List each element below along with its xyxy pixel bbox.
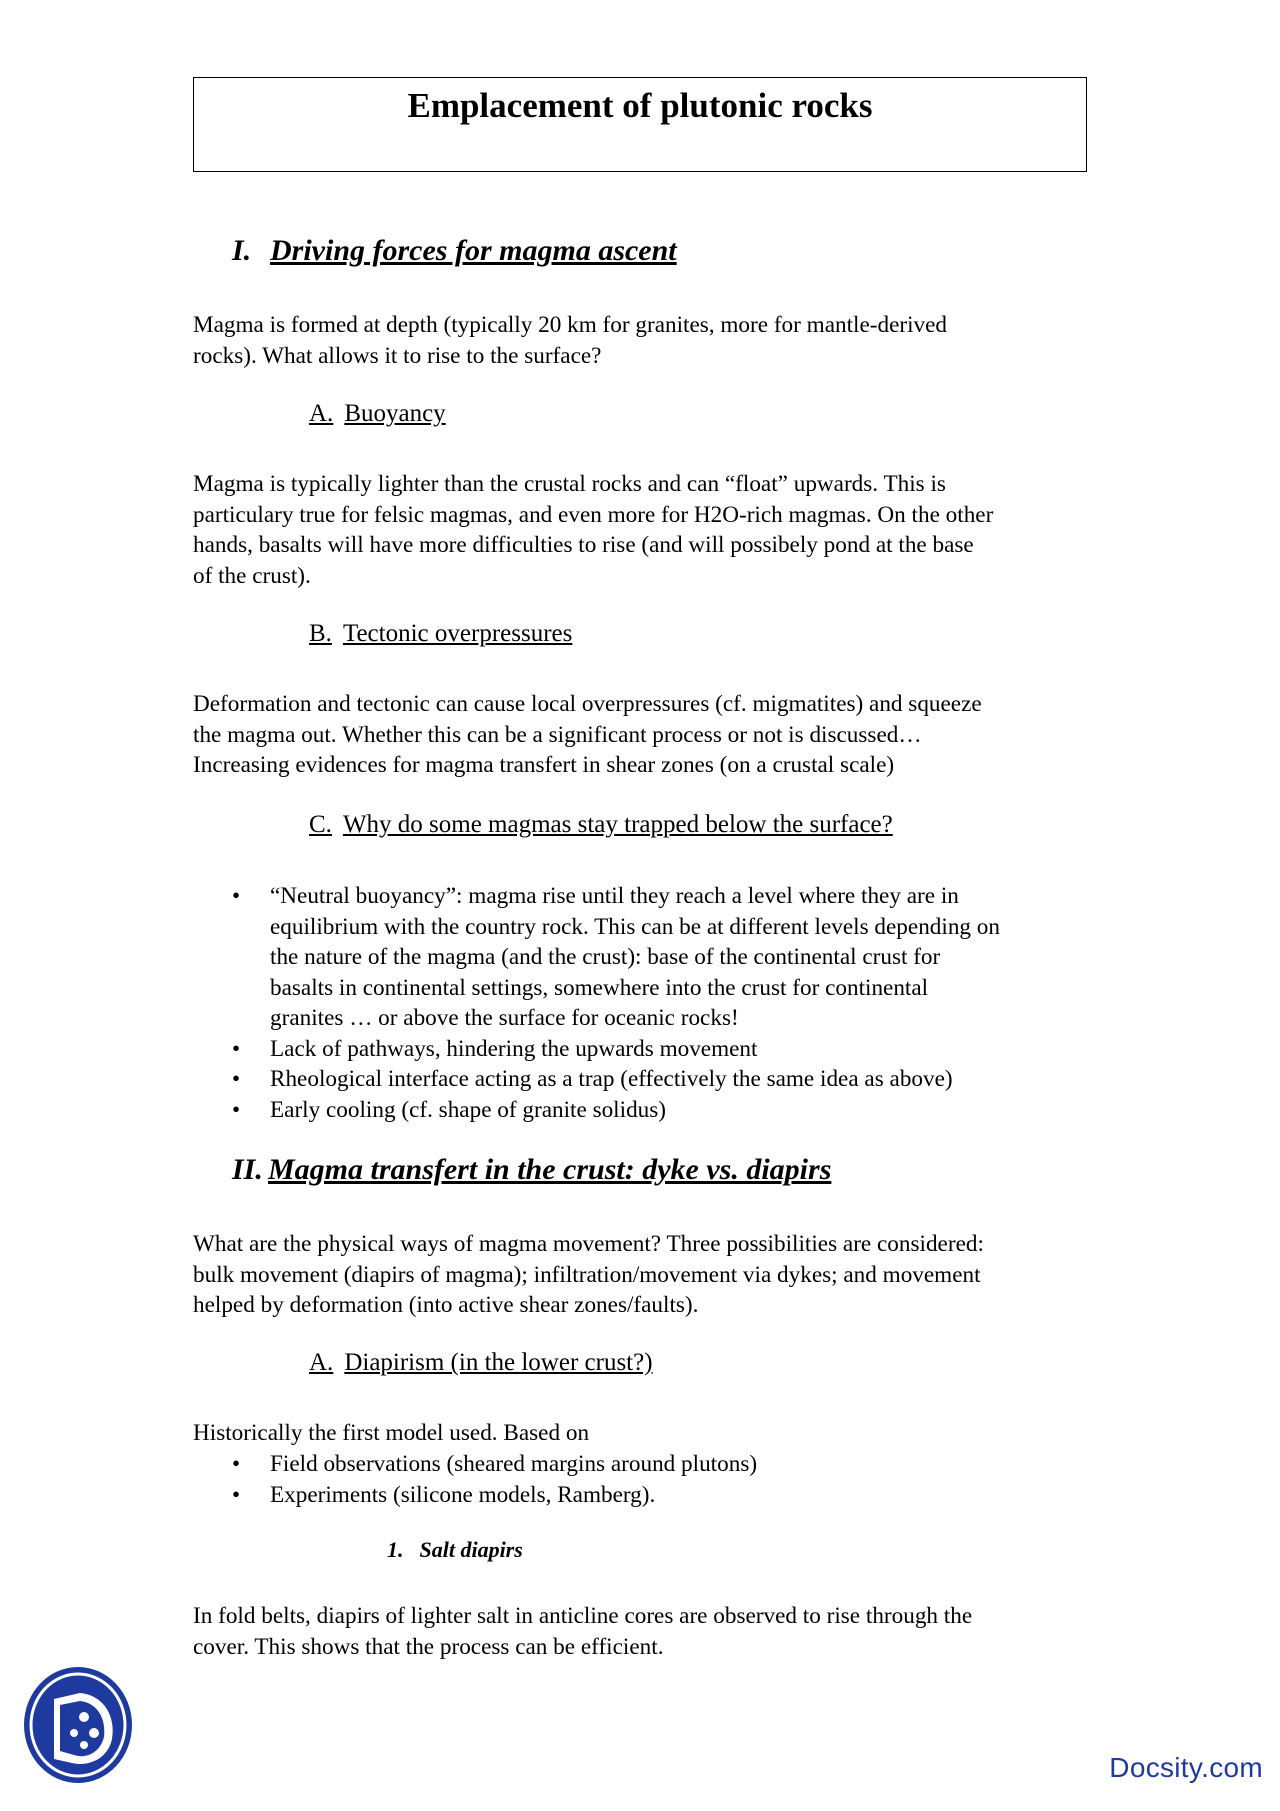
text-line: Lack of pathways, hindering the upwards movement (270, 1035, 758, 1062)
subsection-label: B. (309, 620, 332, 647)
subsection-number: 1. (387, 1537, 404, 1562)
text-line: particulary true for felsic magmas, and even more for H2O-rich magmas. On the other (193, 501, 994, 528)
subsection-2a-heading (309, 1349, 653, 1377)
list-item (193, 1064, 1000, 1095)
docsity-logo-icon (20, 1663, 136, 1787)
subsection-label: A. (309, 400, 334, 427)
text-line: “Neutral buoyancy”: magma rise until they reach a level where they are in (270, 883, 959, 909)
bullet-icon: • (232, 1066, 241, 1092)
bullet-icon: • (232, 1481, 241, 1508)
text-line: hands, basalts will have more difficulties to rise (and will possibely pond at the base (193, 532, 974, 558)
bullet-icon: • (232, 1096, 241, 1123)
text-line: cover. This shows that the process can be efficient. (193, 1633, 664, 1660)
document-title: Emplacement of plutonic rocks (407, 86, 873, 125)
subsection-2a1-heading (387, 1537, 523, 1563)
text-line: What are the physical ways of magma movement? Three possibilities are considered: (193, 1231, 984, 1257)
subsection-1c-bullet-list (193, 881, 1000, 1125)
bullet-icon: • (232, 1451, 241, 1477)
text-line: the magma out. Whether this can be a significant process or not is discussed… (193, 721, 922, 748)
subsection-title: Salt diapirs (419, 1537, 523, 1562)
text-line: Deformation and tectonic can cause local overpressures (cf. migmatites) and squeeze (193, 691, 982, 717)
bullet-icon: • (232, 883, 241, 909)
section-2-heading (232, 1153, 831, 1187)
subsection-label: A. (309, 1349, 334, 1376)
text-line: the nature of the magma (and the crust): base of the continental crust for (270, 944, 941, 970)
text-line: Magma is formed at depth (typically 20 km for granites, more for mantle-derived (193, 312, 948, 338)
text-line: Early cooling (cf. shape of granite solidus) (270, 1096, 666, 1123)
section-1-title: Driving forces for magma ascent (270, 234, 677, 267)
section-1-heading (232, 234, 677, 268)
bullet-icon: • (232, 1035, 241, 1062)
list-item (193, 1480, 757, 1511)
text-line: rocks). What allows it to rise to the surface? (193, 342, 602, 369)
subsection-1b-heading (309, 620, 572, 648)
section-1-intro (193, 310, 1093, 371)
list-item (193, 1449, 757, 1480)
text-line: Increasing evidences for magma transfert in shear zones (on a crustal scale) (193, 752, 895, 778)
subsection-title: Diapirism (in the lower crust?) (344, 1349, 653, 1376)
subsection-2a-intro (193, 1418, 1093, 1449)
text-line: Magma is typically lighter than the crustal rocks and can “float” upwards. This is (193, 471, 946, 497)
section-1-number: I. (232, 234, 252, 267)
text-line: helped by deformation (into active shear zones/faults). (193, 1292, 699, 1318)
text-line: basalts in continental settings, somewhere into the crust for continental (270, 974, 929, 1001)
text-line: equilibrium with the country rock. This can be at different levels depending on (270, 913, 1000, 940)
subsection-1c-heading (309, 811, 893, 839)
section-2-intro (193, 1229, 1093, 1321)
text-line: Historically the first model used. Based on (193, 1420, 590, 1446)
text-line: Field observations (sheared margins around plutons) (270, 1451, 758, 1477)
subsection-1a-heading (309, 400, 446, 428)
text-line: granites … or above the surface for oceanic rocks! (270, 1005, 739, 1031)
text-line: bulk movement (diapirs of magma); infiltration/movement via dykes; and movement (193, 1261, 981, 1288)
subsection-label: C. (309, 811, 332, 838)
subsection-title: Tectonic overpressures (342, 620, 573, 647)
list-item (193, 1095, 1000, 1126)
list-item (193, 1034, 1000, 1065)
title-box (193, 77, 1087, 172)
text-line: Rheological interface acting as a trap (effectively the same idea as above) (270, 1066, 953, 1092)
text-line: In fold belts, diapirs of lighter salt in anticline cores are observed to rise through the (193, 1603, 973, 1629)
section-2-title: Magma transfert in the crust: dyke vs. diapirs (268, 1153, 832, 1186)
subsection-2a1-body (193, 1601, 1093, 1662)
text-line: of the crust). (193, 562, 311, 589)
subsection-title: Why do some magmas stay trapped below the surface? (342, 811, 893, 838)
subsection-1b-body (193, 689, 1093, 781)
text-line: Experiments (silicone models, Ramberg). (270, 1481, 656, 1508)
list-item (193, 881, 1000, 1034)
subsection-title: Buoyancy (344, 400, 446, 427)
subsection-1a-body (193, 469, 1093, 591)
subsection-2a-bullet-list (193, 1449, 757, 1510)
docsity-brand-link[interactable]: Docsity.com (1109, 1752, 1263, 1783)
section-2-number: II. (232, 1153, 263, 1186)
